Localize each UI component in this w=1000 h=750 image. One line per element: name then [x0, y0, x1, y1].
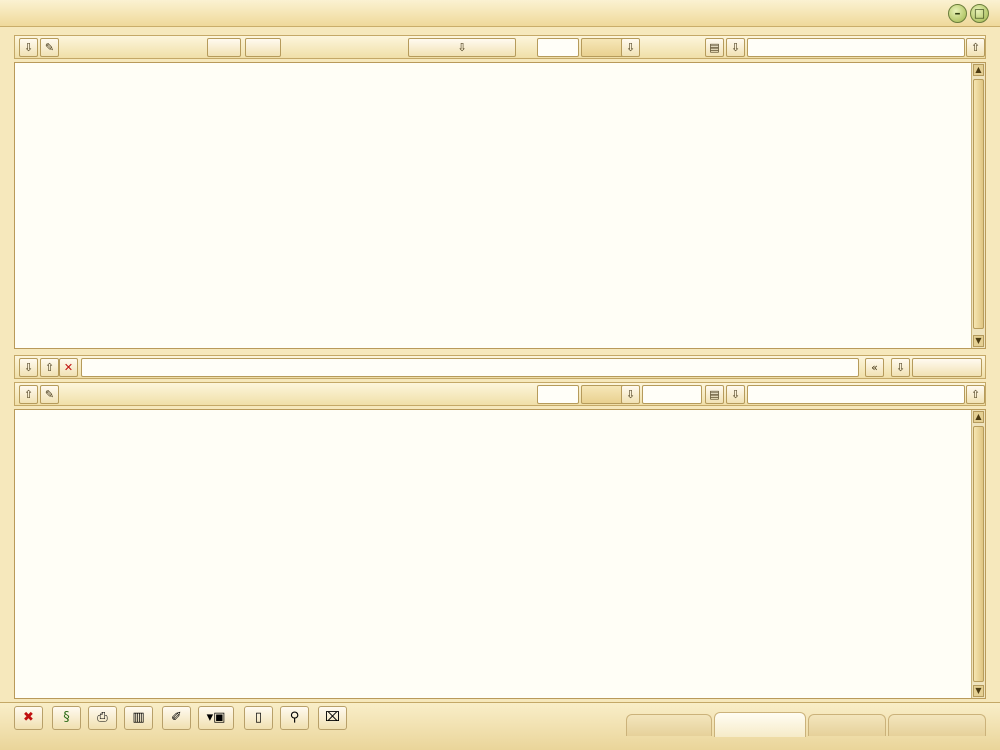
translation-panel	[14, 62, 986, 349]
top-scrollbar[interactable]	[971, 63, 985, 348]
maximize-button[interactable]: □	[970, 4, 989, 23]
up-arrow-button[interactable]: ⇧	[40, 358, 59, 377]
collapse-up-button[interactable]: ⇧	[966, 385, 985, 404]
close-icon[interactable]: ✖	[14, 706, 43, 730]
chevron-down-icon: ⇩	[457, 41, 467, 54]
volume-input[interactable]	[642, 385, 702, 404]
wrench-icon[interactable]: ✎	[40, 385, 59, 404]
scroll-up-arrow[interactable]: ▲	[973, 64, 984, 76]
search-icon[interactable]: ⚲	[280, 706, 309, 730]
bottom-scrollbar[interactable]	[971, 410, 985, 698]
arabic-text-panel	[14, 409, 986, 699]
page-dropdown-arrow[interactable]: ⇩	[621, 38, 640, 57]
top-toolbar	[14, 35, 986, 59]
show-book-button[interactable]	[912, 358, 982, 377]
note-edit-icon[interactable]: ✐	[162, 706, 191, 730]
tab-verses-in-books[interactable]	[626, 714, 712, 736]
bottom-page-input[interactable]	[537, 385, 579, 404]
book-dropdown-arrow[interactable]: ⇩	[726, 38, 745, 57]
volume-dropdown-arrow[interactable]: ⇩	[621, 385, 640, 404]
tab-text-translation[interactable]	[714, 712, 806, 737]
close-icon[interactable]: ✕	[59, 358, 78, 377]
down-arrow-button[interactable]: ⇩	[19, 38, 38, 57]
up-arrow-button[interactable]: ⇧	[19, 385, 38, 404]
export-dropdown-icon[interactable]: ▾▣	[198, 706, 234, 730]
scroll-down-arrow[interactable]: ▼	[973, 335, 984, 347]
library-icon[interactable]: ▥	[124, 706, 153, 730]
double-chevron-icon[interactable]: «	[865, 358, 884, 377]
bottom-toolbar	[14, 382, 986, 406]
show-links-dropdown[interactable]	[408, 38, 516, 57]
middle-toolbar	[14, 355, 986, 379]
book-dropdown-arrow[interactable]: ⇩	[726, 385, 745, 404]
scroll-up-arrow[interactable]: ▲	[973, 411, 984, 423]
open-book-icon[interactable]: ⌧	[318, 706, 347, 730]
print-icon[interactable]: ⎙	[88, 706, 117, 730]
middle-book-title	[81, 358, 859, 377]
translation-text	[15, 63, 985, 348]
next-button[interactable]	[245, 38, 281, 57]
tab-search[interactable]	[808, 714, 886, 736]
minimize-button[interactable]: –	[948, 4, 967, 23]
scroll-thumb[interactable]	[973, 426, 984, 682]
scroll-thumb[interactable]	[973, 79, 984, 329]
top-page-input[interactable]	[537, 38, 579, 57]
prev-button[interactable]	[207, 38, 241, 57]
show-book-dropdown-arrow[interactable]: ⇩	[891, 358, 910, 377]
wrench-icon[interactable]: ✎	[40, 38, 59, 57]
tab-display[interactable]	[888, 714, 986, 736]
collapse-up-button[interactable]: ⇧	[966, 38, 985, 57]
top-book-select[interactable]	[747, 38, 965, 57]
page-icon[interactable]: ▯	[244, 706, 273, 730]
bottom-book-select[interactable]	[747, 385, 965, 404]
book-icon[interactable]: ▤	[705, 38, 724, 57]
scroll-down-arrow[interactable]: ▼	[973, 685, 984, 697]
arabic-text	[15, 410, 985, 698]
down-arrow-button[interactable]: ⇩	[19, 358, 38, 377]
title-bar	[0, 0, 1000, 27]
help-icon[interactable]: §	[52, 706, 81, 730]
book-icon[interactable]: ▤	[705, 385, 724, 404]
